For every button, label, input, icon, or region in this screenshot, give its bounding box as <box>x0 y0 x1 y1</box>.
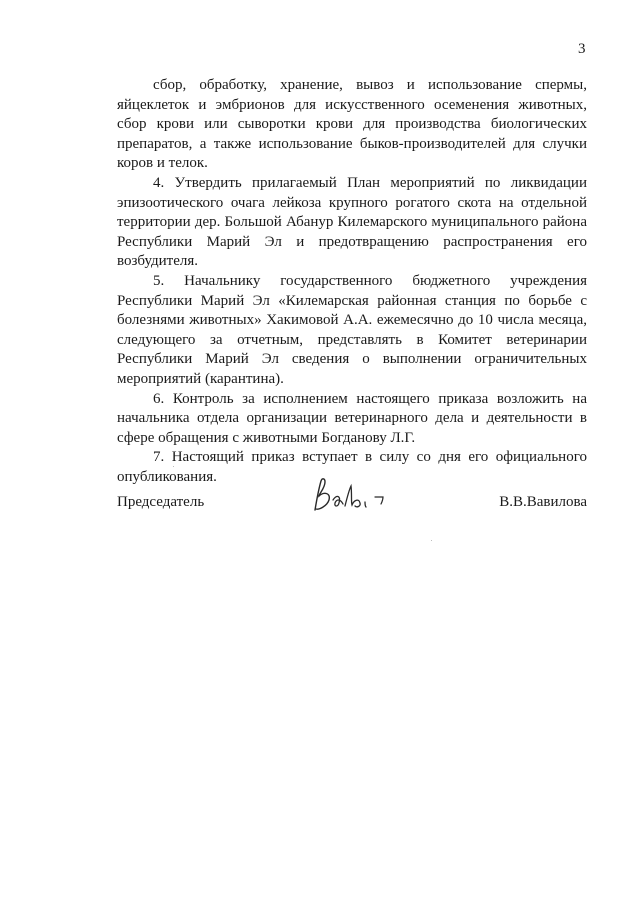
document-body <box>117 76 587 487</box>
page-number: 3 <box>578 41 586 57</box>
signatory-role: Председатель <box>117 494 205 510</box>
paragraph-item-7: 7. Настоящий приказ вступает в силу со дня его официального опубликования. <box>117 449 587 485</box>
paragraph-continuation: сбор, обработку, хранение, вывоз и использование спермы, яйцеклеток и эмбрионов для искусственного осеменения животных, сбор крови или сыворотки крови для производства биологических препаратов, а также использование быков-производителей для случки коров и телок. <box>117 77 587 172</box>
signatory-name: В.В.Вавилова <box>499 494 587 510</box>
paragraph-item-4: 4. Утвердить прилагаемый План мероприятий по ликвидации эпизоотического очага лейкоза крупного рогатого скота на отдельной территории дер. Большой Абанур Килемарского муниципального района Республики Марий Эл и предотвращению распространения его возбудителя. <box>117 174 587 270</box>
handwritten-signature <box>307 476 387 518</box>
scan-speck <box>431 540 432 541</box>
scan-speck <box>173 466 174 467</box>
signature-block <box>117 476 587 526</box>
paragraph-item-6: 6. Контроль за исполнением настоящего приказа возложить на начальника отдела организации ветеринарного дела и деятельности в сфере обращения с животными Богданову Л.Г. <box>117 390 587 446</box>
paragraph-item-5: 5. Начальнику государственного бюджетного учреждения Республики Марий Эл «Килемарская районная станция по борьбе с болезнями животных» Хакимовой А.А. ежемесячно до 10 числа месяца, следующего за отчетным, представлять в Комитет ветеринарии Республики Марий Эл сведения о выполнении ограничительных мероприятий (карантина). <box>117 272 587 387</box>
